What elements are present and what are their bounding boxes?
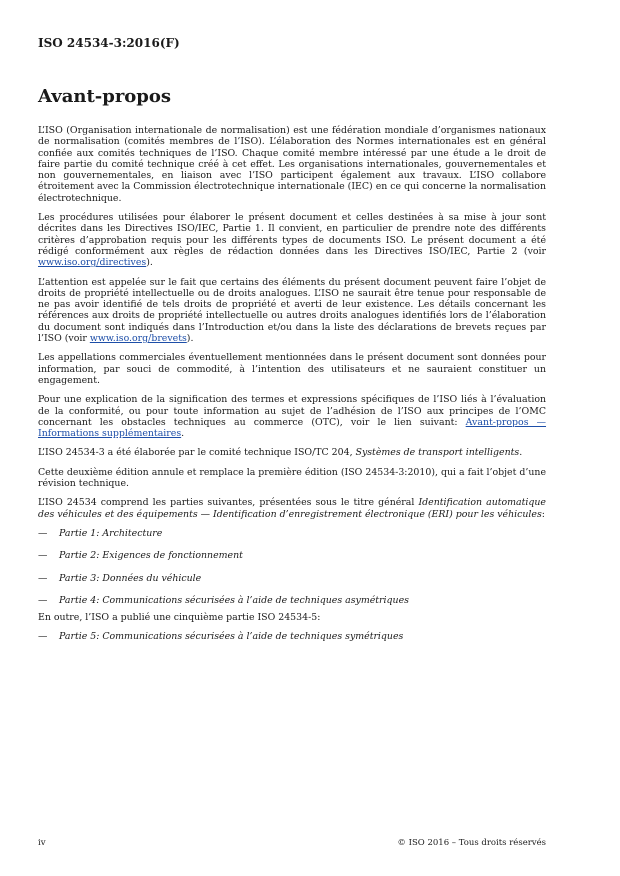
- paragraph-conformity-text: Pour une explication de la signification des termes et expressions spécifiques de l’ISO liés à l’évaluation de la conformité, ou pour toute information au sujet de l’adhésion de l’ISO aux principes de l’OMC concernant les obstacles techniques au commerce (OTC), voir le lien suivant:: [38, 394, 546, 428]
- committee-name: Systèmes de transport intelligents: [355, 447, 520, 459]
- general-title: Identification automatique des véhicules et des équipements — Identification d’enregistrement électronique (ERI) pour les véhicules: [38, 497, 546, 520]
- list-item-text: Partie 4: Communications sécurisées à l’aide de techniques asymétriques: [59, 594, 409, 606]
- list-item: [38, 528, 546, 539]
- paragraph-procedures-text: Les procédures utilisées pour élaborer le présent document et celles destinées à sa mise à jour sont décrites dans les Directives ISO/IEC, Partie 1. Il convient, en particulier de prendre note des différents critères d’approbation requis pour les différents types de documents ISO. Le présent document a été rédigé conformément aux règles de rédaction données dans les Directives ISO/IEC, Partie 2 (voir: [38, 212, 546, 257]
- copyright-notice: © ISO 2016 – Tous droits réservés: [397, 838, 546, 848]
- paragraph-procedures: [38, 212, 546, 268]
- list-item: [38, 573, 546, 584]
- list-item: [38, 595, 546, 606]
- paragraph-parts-intro: [38, 497, 546, 520]
- paragraph-committee-text: L’ISO 24534-3 a été élaborée par le comité technique ISO/TC 204,: [38, 447, 356, 459]
- paragraph-patents: [38, 277, 546, 345]
- paragraph-committee: [38, 447, 546, 458]
- list-dash: —: [38, 594, 48, 606]
- paragraph-parts-intro-text: L’ISO 24534 comprend les parties suivantes, présentées sous le titre général: [38, 497, 419, 509]
- paragraph-conformity-end: .: [181, 428, 185, 440]
- list-dash: —: [38, 527, 48, 539]
- paragraph-iso-intro: L’ISO (Organisation internationale de normalisation) est une fédération mondiale d’organismes nationaux de normalisation (comités membres de l’ISO). L’élaboration des Normes internationales est en général confiée aux comités techniques de l’ISO. Chaque comité membre intéressé par une étude a le droit de faire partie du comité technique créé à cet effet. Les organisations internationales, gouvernementales et non gouvernementales, en liaison avec l’ISO participent également aux travaux. L’ISO collabore étroitement avec la Commission électrotechnique internationale (IEC) en ce qui concerne la normalisation électrotechnique.: [38, 125, 546, 204]
- document-id: ISO 24534-3:2016(F): [38, 36, 180, 50]
- list-dash: —: [38, 572, 48, 584]
- paragraph-procedures-end: ).: [146, 257, 153, 269]
- list-item: [38, 550, 546, 561]
- paragraph-parts-intro-end: :: [541, 508, 545, 520]
- directives-link[interactable]: www.iso.org/directives: [38, 257, 147, 269]
- list-item-text: Partie 1: Architecture: [59, 527, 163, 539]
- paragraph-edition: Cette deuxième édition annule et remplace la première édition (ISO 24534-3:2010), qui a fait l’objet d’une révision technique.: [38, 466, 546, 490]
- paragraph-patents-text: L’attention est appelée sur le fait que certains des éléments du présent document peuvent faire l’objet de droits de propriété intellectuelle ou de droits analogues. L’ISO ne saurait être tenue pour responsable de ne pas avoir identifié de tels droits de propriété et averti de leur existence. Les détails concernant les références aux droits de propriété intellectuelle ou autres droits analogues identifiés lors de l’élaboration du document sont indiqués dans l’Introduction et/ou dans la liste des déclarations de brevets reçues par l’ISO (voir: [38, 276, 546, 345]
- list-dash: —: [38, 550, 48, 562]
- list-item-text: Partie 5: Communications sécurisées à l’aide de techniques symétriques: [59, 631, 404, 643]
- paragraph-committee-end: .: [519, 447, 523, 459]
- page-number: iv: [38, 838, 46, 848]
- list-item-text: Partie 3: Données du véhicule: [59, 572, 202, 584]
- paragraph-fifth-part: En outre, l’ISO a publié une cinquième partie ISO 24534-5:: [38, 612, 321, 624]
- list-item: [38, 631, 546, 642]
- foreword-body: [38, 125, 546, 654]
- paragraph-patents-end: ).: [186, 333, 194, 345]
- paragraph-conformity: [38, 394, 546, 439]
- page-title: Avant-propos: [38, 86, 172, 107]
- list-dash: —: [38, 631, 48, 643]
- patents-link[interactable]: www.iso.org/brevets: [89, 333, 187, 345]
- paragraph-trade-names: Les appellations commerciales éventuellement mentionnées dans le présent document sont données pour information, par souci de commodité, à l’intention des utilisateurs et ne sauraient constituer un engagement.: [38, 352, 546, 386]
- supplementary-info-link[interactable]: Avant-propos — Informations supplémentaires: [38, 416, 547, 440]
- list-item-text: Partie 2: Exigences de fonctionnement: [59, 550, 243, 562]
